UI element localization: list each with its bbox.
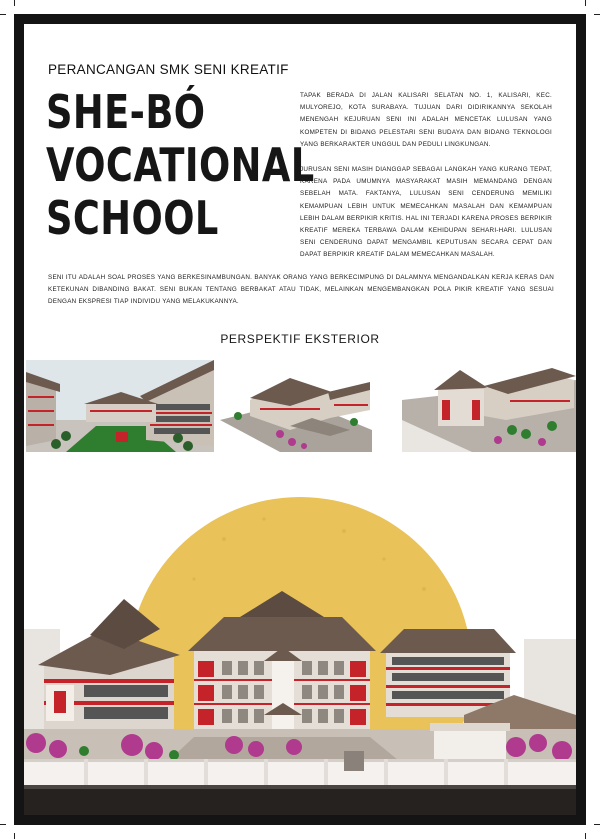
school-title [46,85,315,245]
title-line-1: SHE-BÓ [46,85,206,139]
perception-paragraph: JURUSAN SENI MASIH DIANGGAP SEBAGAI LANGKAH YANG KURANG TEPAT, KARENA PADA UMUMNYA MASYARAKAT MASIH MEMANDANG DENGAN SEBELAH MATA. FAKTANYA, LULUSAN SENI CENDERUNG MEMILIKI KEMAMPUAN LEBIH UNTUK MEMECAHKAN MASALAH DAN KEMAMPUAN LEBIH DALAM BERPIKIR KRITIS. HAL INI TERJADI KARENA PROSES BERPIKIR KREATIF MEREKA TERBAWA DALAM KEHIDUPAN SEHARI-HARI. LULUSAN SENI CENDERUNG DAPAT MENGAMBIL KEPUTUSAN SECARA CEPAT DAN DAPAT BERPIKIR KREATIF DALAM MEMECAHKAN MASALAH. [300,166,552,259]
crop-mark [14,0,15,6]
crop-mark [585,833,586,839]
exterior-thumbnail-aerial-right [402,360,576,452]
title-line-3: SCHOOL [46,191,219,245]
title-line-2: VOCATIONAL [46,138,315,192]
exterior-thumbnail-courtyard [26,360,214,452]
location-paragraph: TAPAK BERADA DI JALAN KALISARI SELATAN NO. 1, KALISARI, KEC. MULYOREJO, KOTA SURABAYA. TUJUAN DARI DIDIRIKANNYA SEKOLAH MENENGAH KEJURUAN SENI INI ADALAH MENCETAK LULUSAN YANG KOMPETEN DI BIDANG PELESTARI SENI BUDAYA DAN BIDANG TEKNOLOGI YANG BERKARAKTER UNGGUL DAN PEDULI LINGKUNGAN. [300,92,552,148]
crop-mark [594,824,600,825]
poster-frame [14,14,586,825]
exterior-thumbnail-aerial-left [220,360,372,452]
hero-rendering [24,479,576,815]
crop-mark [594,14,600,15]
crop-mark [0,824,6,825]
section-heading: PERSPEKTIF EKSTERIOR [220,332,380,346]
philosophy-paragraph: SENI ITU ADALAH SOAL PROSES YANG BERKESINAMBUNGAN. BANYAK ORANG YANG BERKECIMPUNG DI DALAMNYA MENGANDALKAN KERJA KERAS DAN KETEKUNAN DIBANDING BAKAT. SENI BUKAN TENTANG BERBAKAT ATAU TIDAK, MELAINKAN MENGEMBANGKAN POLA PIKIR KREATIF YANG SESUAI DENGAN EKSPRESI TIAP INDIVIDU YANG MELAKUKANNYA. [48,274,554,306]
crop-mark [14,833,15,839]
poster-subtitle: PERANCANGAN SMK SENI KREATIF [48,62,289,77]
crop-mark [585,0,586,6]
crop-mark [0,14,6,15]
poster-sheet [24,24,576,815]
